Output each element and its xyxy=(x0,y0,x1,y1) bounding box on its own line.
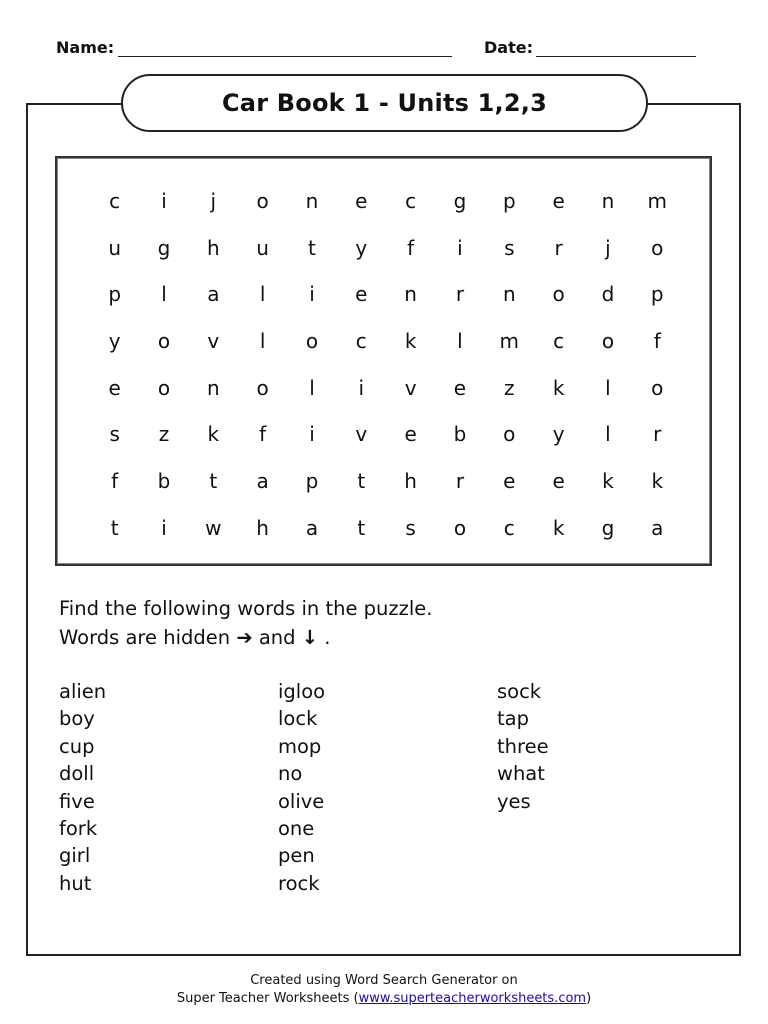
grid-letter[interactable]: s xyxy=(504,235,515,260)
grid-letter[interactable]: o xyxy=(453,515,467,540)
word-list-item: lock xyxy=(278,707,318,731)
word-list-item: sock xyxy=(497,680,542,703)
grid-letter[interactable]: k xyxy=(602,469,614,494)
grid-letter[interactable]: o xyxy=(651,235,664,260)
grid-letter[interactable]: o xyxy=(601,329,615,354)
grid-letter[interactable]: i xyxy=(309,282,315,307)
word-list-column-2 xyxy=(278,678,325,897)
grid-letter[interactable]: v xyxy=(404,375,417,400)
grid-letter[interactable]: k xyxy=(552,515,565,540)
grid-letter[interactable]: c xyxy=(109,189,121,213)
instructions xyxy=(59,594,433,652)
grid-letter[interactable]: j xyxy=(605,235,611,260)
grid-letter[interactable]: i xyxy=(309,422,315,447)
grid-letter[interactable]: n xyxy=(601,189,615,213)
word-list-item: rock xyxy=(278,871,320,895)
grid-letter[interactable]: r xyxy=(653,422,662,447)
word-list-column-1 xyxy=(59,678,106,897)
grid-letter[interactable]: m xyxy=(647,189,668,213)
grid-letter[interactable]: o xyxy=(256,375,269,400)
grid-letter[interactable]: i xyxy=(161,189,167,213)
grid-letter[interactable]: l xyxy=(605,422,611,447)
grid-letter[interactable]: g xyxy=(157,235,171,260)
grid-letter[interactable]: z xyxy=(504,375,515,400)
grid-letter[interactable]: t xyxy=(308,235,316,260)
footer-line-1: Created using Word Search Generator on xyxy=(250,973,518,988)
grid-letter[interactable]: i xyxy=(161,515,167,540)
grid-letter[interactable]: e xyxy=(552,469,565,494)
grid-letter[interactable]: p xyxy=(502,189,516,213)
grid-letter[interactable]: p xyxy=(305,469,319,494)
footer-prefix: Super Teacher Worksheets ( xyxy=(176,991,359,1006)
word-list-item: igloo xyxy=(278,680,326,703)
grid-letter[interactable]: e xyxy=(503,469,516,494)
grid-letter[interactable]: n xyxy=(305,189,319,213)
grid-letter[interactable]: o xyxy=(305,329,319,354)
grid-row xyxy=(90,271,682,318)
date-label: Date: xyxy=(484,38,533,57)
arrow-down-icon: ↓ xyxy=(301,626,319,649)
grid-letter[interactable]: y xyxy=(355,235,368,260)
grid-letter[interactable]: j xyxy=(210,189,217,213)
grid-letter[interactable]: k xyxy=(404,329,417,354)
grid-letter[interactable]: f xyxy=(111,469,119,494)
grid-row xyxy=(90,178,682,225)
grid-letter[interactable]: h xyxy=(206,235,220,260)
word-search-grid xyxy=(90,178,682,554)
word-list-item: girl xyxy=(59,844,91,868)
grid-letter[interactable]: l xyxy=(605,375,611,400)
grid-letter[interactable]: s xyxy=(109,422,120,447)
grid-letter[interactable]: r xyxy=(554,235,563,260)
grid-row xyxy=(90,318,682,365)
word-list-item: fork xyxy=(59,816,98,840)
arrow-right-icon: ➔ xyxy=(236,626,253,649)
grid-letter[interactable]: v xyxy=(207,329,220,354)
worksheet-title: Car Book 1 - Units 1,2,3 xyxy=(221,89,547,117)
grid-letter[interactable]: b xyxy=(157,469,171,494)
grid-letter[interactable]: f xyxy=(653,329,661,354)
grid-letter[interactable]: c xyxy=(355,329,367,354)
grid-letter[interactable]: d xyxy=(601,282,615,307)
grid-letter[interactable]: y xyxy=(108,329,121,354)
grid-letter[interactable]: l xyxy=(457,329,463,354)
grid-letter[interactable]: t xyxy=(110,515,119,540)
word-list-item: cup xyxy=(59,734,95,758)
grid-letter[interactable]: a xyxy=(256,469,269,494)
grid-letter[interactable]: z xyxy=(158,422,170,447)
grid-letter[interactable]: w xyxy=(205,515,222,540)
grid-row xyxy=(90,458,682,505)
grid-letter[interactable]: e xyxy=(355,189,368,213)
grid-letter[interactable]: c xyxy=(503,515,515,540)
grid-letter[interactable]: v xyxy=(355,422,368,447)
footer-link[interactable]: www.superteacherworksheets.com xyxy=(358,991,587,1006)
grid-letter[interactable]: u xyxy=(256,235,269,260)
grid-letter[interactable]: t xyxy=(209,469,218,494)
instructions-line-1: Find the following words in the puzzle. xyxy=(59,597,433,620)
grid-letter[interactable]: l xyxy=(161,282,167,307)
grid-letter[interactable]: f xyxy=(259,422,267,447)
grid-letter[interactable]: n xyxy=(206,375,220,400)
grid-letter[interactable]: k xyxy=(207,422,220,447)
grid-row xyxy=(90,411,682,458)
grid-letter[interactable]: a xyxy=(651,515,664,540)
word-list-item: pen xyxy=(278,844,315,868)
name-blank-line[interactable] xyxy=(118,56,452,57)
grid-letter[interactable]: f xyxy=(407,235,415,260)
grid-letter[interactable]: n xyxy=(404,282,417,307)
grid-letter[interactable]: o xyxy=(552,282,565,307)
word-list-item: doll xyxy=(59,762,95,786)
grid-letter[interactable]: i xyxy=(358,375,365,400)
grid-letter[interactable]: t xyxy=(357,515,366,540)
grid-letter[interactable]: h xyxy=(256,515,269,540)
grid-letter[interactable]: e xyxy=(404,422,417,447)
grid-letter[interactable]: o xyxy=(157,375,171,400)
word-list-column-3 xyxy=(497,678,549,815)
grid-letter[interactable]: e xyxy=(108,375,121,400)
grid-letter[interactable]: c xyxy=(405,189,417,213)
grid-letter[interactable]: l xyxy=(259,329,266,354)
grid-letter[interactable]: p xyxy=(650,282,664,307)
word-list-item: three xyxy=(497,734,549,758)
grid-letter[interactable]: r xyxy=(455,282,465,307)
word-list-item: boy xyxy=(59,707,95,731)
grid-letter[interactable]: u xyxy=(108,235,121,260)
grid-row xyxy=(90,225,682,272)
grid-letter[interactable]: e xyxy=(453,375,467,400)
grid-letter[interactable]: r xyxy=(455,469,465,494)
grid-letter[interactable]: g xyxy=(453,189,467,213)
grid-letter[interactable]: o xyxy=(651,375,664,400)
grid-letter[interactable]: o xyxy=(503,422,516,447)
footer-suffix: ) xyxy=(586,991,592,1006)
grid-letter[interactable]: g xyxy=(601,515,615,540)
word-list-item: yes xyxy=(497,789,531,813)
grid-row xyxy=(90,505,682,552)
word-list-item: five xyxy=(59,789,95,813)
grid-letter[interactable]: i xyxy=(457,235,463,260)
date-blank-line[interactable] xyxy=(536,56,696,57)
word-list-item: olive xyxy=(278,789,325,813)
word-list-item: one xyxy=(278,816,315,840)
grid-letter[interactable]: e xyxy=(552,189,565,213)
title-banner xyxy=(121,74,648,132)
word-list-item: tap xyxy=(497,707,529,731)
grid-letter[interactable]: p xyxy=(108,282,122,307)
word-list-item: mop xyxy=(278,734,322,758)
grid-letter[interactable]: c xyxy=(553,329,565,354)
grid-letter[interactable]: k xyxy=(651,469,664,494)
word-list-item: what xyxy=(497,762,545,786)
grid-letter[interactable]: m xyxy=(499,329,520,354)
grid-letter[interactable]: a xyxy=(305,515,319,540)
instructions-and-text: and xyxy=(258,626,296,649)
grid-letter[interactable]: s xyxy=(405,515,416,540)
word-list-item: hut xyxy=(59,871,92,895)
name-label: Name: xyxy=(56,38,115,57)
grid-letter[interactable]: t xyxy=(357,469,366,494)
footer xyxy=(0,972,768,1008)
grid-letter[interactable]: a xyxy=(207,282,220,307)
grid-letter[interactable]: l xyxy=(259,282,266,307)
instructions-hidden-text: Words are hidden xyxy=(59,626,231,649)
grid-letter[interactable]: o xyxy=(157,329,171,354)
footer-line-2 xyxy=(0,990,768,1008)
grid-letter[interactable]: y xyxy=(552,422,565,447)
grid-letter[interactable]: h xyxy=(404,469,417,494)
grid-letter[interactable]: k xyxy=(552,375,565,400)
word-list-item: no xyxy=(278,762,303,786)
instructions-line-2 xyxy=(59,623,433,652)
grid-letter[interactable]: b xyxy=(453,422,467,447)
word-list-item: alien xyxy=(59,680,107,703)
grid-letter[interactable]: e xyxy=(355,282,368,307)
instructions-period: . xyxy=(324,626,331,649)
grid-letter[interactable]: o xyxy=(256,189,269,213)
grid-letter[interactable]: l xyxy=(309,375,315,400)
grid-letter[interactable]: n xyxy=(502,282,516,307)
grid-row xyxy=(90,365,682,412)
